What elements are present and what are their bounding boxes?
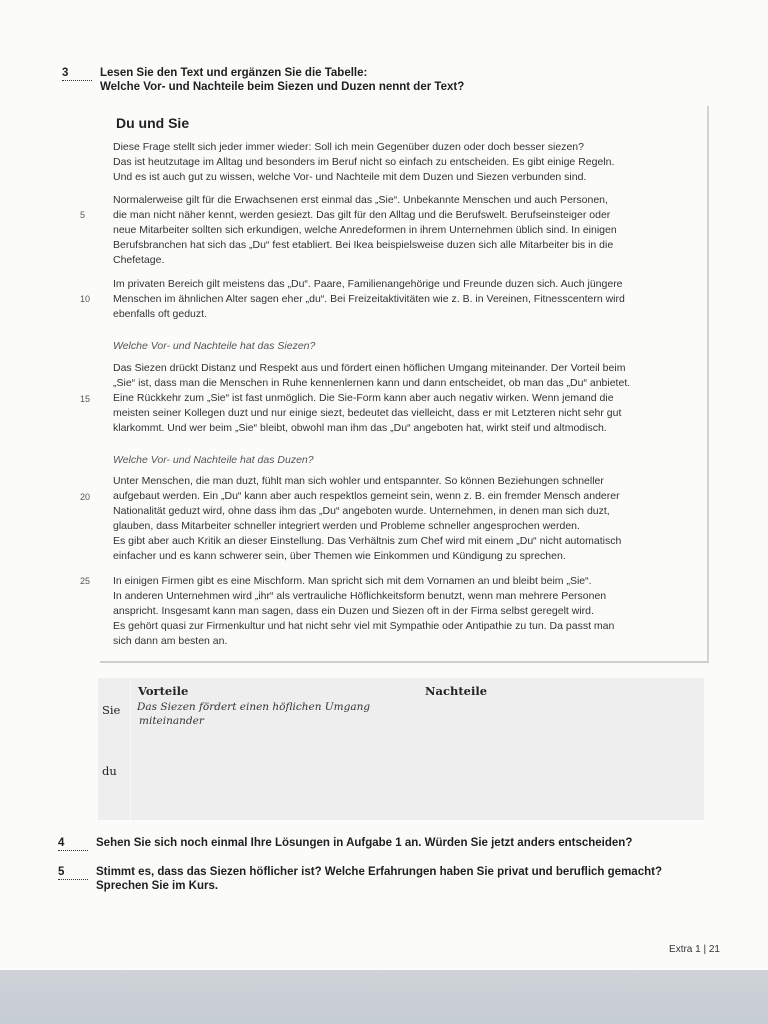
text-line: In einigen Firmen gibt es eine Mischform. Man spricht sich mit dem Vornamen an und bleibt beim „Sie“. (113, 575, 592, 587)
text-line: Das Siezen drückt Distanz und Respekt aus und fördert einen höflichen Umgang miteinander. Der Vorteil beim (113, 362, 626, 374)
task-instruction: Lesen Sie den Text und ergänzen Sie die Tabelle: (100, 67, 368, 79)
text-line: Diese Frage stellt sich jeder immer wieder: Soll ich mein Gegenüber duzen oder doch besser siezen? (113, 141, 584, 153)
task-instruction: Stimmt es, dass das Siezen höflicher ist? Welche Erfahrungen haben Sie privat und beruflich gemacht? (96, 866, 662, 878)
text-line: Nationalität geduzt wird, ohne dass ihm das „Du“ angeboten wurde. Unternehmen, in denen man sich duzt, (113, 505, 610, 518)
article-paragraph (113, 140, 683, 185)
text-line: klarkommt. Und wer beim „Sie“ bleibt, obwohl man ihm das „Du“ angeboten hat, wirkt steif und altmodisch. (113, 422, 607, 435)
text-line: Normalerweise gilt für die Erwachsenen erst einmal das „Sie“. Unbekannte Menschen und auch Personen, (113, 194, 608, 206)
line-number: 25 (80, 576, 91, 586)
article-paragraph (113, 361, 683, 436)
column-header-nachteile: Nachteile (425, 684, 488, 698)
page-footer: Extra 1 | 21 (669, 944, 720, 955)
text-line: Eine Rückkehr zum „Sie“ ist fast unmöglich. Die Sie-Form kann aber auch negativ wirken. Wenn jemand die (113, 392, 614, 405)
task-5 (58, 865, 662, 893)
text-line: Es gehört quasi zur Firmenkultur und hat nicht sehr viel mit Sympathie oder Antipathie zu tun. Da passt man (113, 620, 615, 633)
text-line: Berufsbranchen hat sich das „Du“ fest etabliert. Bei Ikea beispielsweise duzen sich alle Mitarbeiter bis in die (113, 239, 614, 252)
article-title: Du und Sie (116, 115, 190, 131)
handwritten-answer[interactable] (137, 700, 370, 728)
table-divider (130, 678, 131, 820)
text-line: die man nicht näher kennt, werden gesiezt. Das gilt für den Alltag und die Berufswelt. Berufseinsteiger oder (113, 209, 611, 222)
task-4 (58, 836, 632, 850)
line-number: 5 (80, 210, 86, 220)
text-line: neue Mitarbeiter sollten sich erkundigen, welche Anredeformen in ihrem Unternehmen üblich sind. In einigen (113, 224, 617, 237)
task-instruction: Sprechen Sie im Kurs. (96, 880, 219, 892)
text-line: aufgebaut werden. Ein „Du“ kann aber auch respektlos gemeint sein, wenn z. B. ein fremder Mensch anderer (113, 490, 620, 503)
text-line: In anderen Unternehmen wird „ihr“ als vertrauliche Höflichkeitsform benutzt, wenn man mehrere Personen (113, 590, 607, 603)
article-question (113, 339, 683, 354)
task-instruction: Welche Vor- und Nachteile beim Siezen und Duzen nennt der Text? (100, 81, 465, 93)
text-line: einfacher und es kann schwerer sein, über Themen wie Einkommen und Kündigung zu sprechen. (113, 550, 566, 563)
row-label-du: du (102, 764, 117, 778)
text-line: Welche Vor- und Nachteile hat das Siezen? (113, 340, 316, 352)
column-header-vorteile: Vorteile (138, 684, 189, 698)
article-question (113, 453, 683, 468)
task-number: 4 (58, 836, 88, 851)
text-line: Und es ist auch gut zu wissen, welche Vor- und Nachteile mit dem Duzen und Siezen verbunden sind. (113, 171, 587, 184)
row-label-sie: Sie (102, 703, 121, 717)
article-paragraph (113, 574, 683, 649)
text-line: Es gibt aber auch Kritik an dieser Einstellung. Das Verhältnis zum Chef wird mit einem „Du“ nicht automatisch (113, 535, 622, 548)
text-line: Chefetage. (113, 254, 165, 267)
answer-line: Das Siezen fördert einen höflichen Umgang (137, 701, 371, 713)
article-paragraph (113, 474, 683, 565)
task-3 (62, 66, 464, 94)
text-line: Das ist heutzutage im Alltag und besonders im Beruf nicht so einfach zu entscheiden. Es gibt einige Regeln. (113, 156, 615, 169)
task-instruction: Sehen Sie sich noch einmal Ihre Lösungen in Aufgabe 1 an. Würden Sie jetzt anders entscheiden? (96, 837, 633, 849)
text-line: anspricht. Insgesamt kann man sagen, dass ein Duzen und Siezen oft in der Firma selbst geregelt wird. (113, 605, 594, 618)
text-line: glauben, dass Mitarbeiter schneller integriert werden und Probleme schneller angesprochen werden. (113, 520, 580, 533)
line-number: 10 (80, 294, 91, 304)
text-line: meisten seiner Kollegen duzt und nur einige siezt, bedeutet das vielleicht, dass er mit Letzteren nicht sehr gut (113, 407, 622, 420)
task-number: 3 (62, 66, 92, 81)
scan-edge (0, 970, 768, 1024)
line-number: 15 (80, 394, 91, 404)
text-line: ebenfalls oft geduzt. (113, 308, 207, 321)
text-line: Unter Menschen, die man duzt, fühlt man sich wohler und entspannter. So können Beziehungen schneller (113, 475, 604, 487)
answer-line: miteinander (139, 715, 204, 727)
text-line: Menschen im ähnlichen Alter sagen eher „du“. Bei Freizeitaktivitäten wie z. B. in Vereinen, Fitnesscentern wird (113, 293, 625, 306)
text-line: sich dann am besten an. (113, 635, 228, 648)
text-line: Im privaten Bereich gilt meistens das „Du“. Paare, Familienangehörige und Freunde duzen sich. Auch jüngere (113, 278, 623, 290)
task-number: 5 (58, 865, 88, 880)
line-number: 20 (80, 492, 91, 502)
text-line: Welche Vor- und Nachteile hat das Duzen? (113, 454, 314, 466)
text-line: „Sie“ ist, dass man die Menschen in Ruhe kennenlernen kann und dann entscheidet, ob man das „Du“ anbietet. (113, 377, 631, 390)
article-paragraph (113, 277, 683, 322)
article-paragraph (113, 193, 683, 268)
